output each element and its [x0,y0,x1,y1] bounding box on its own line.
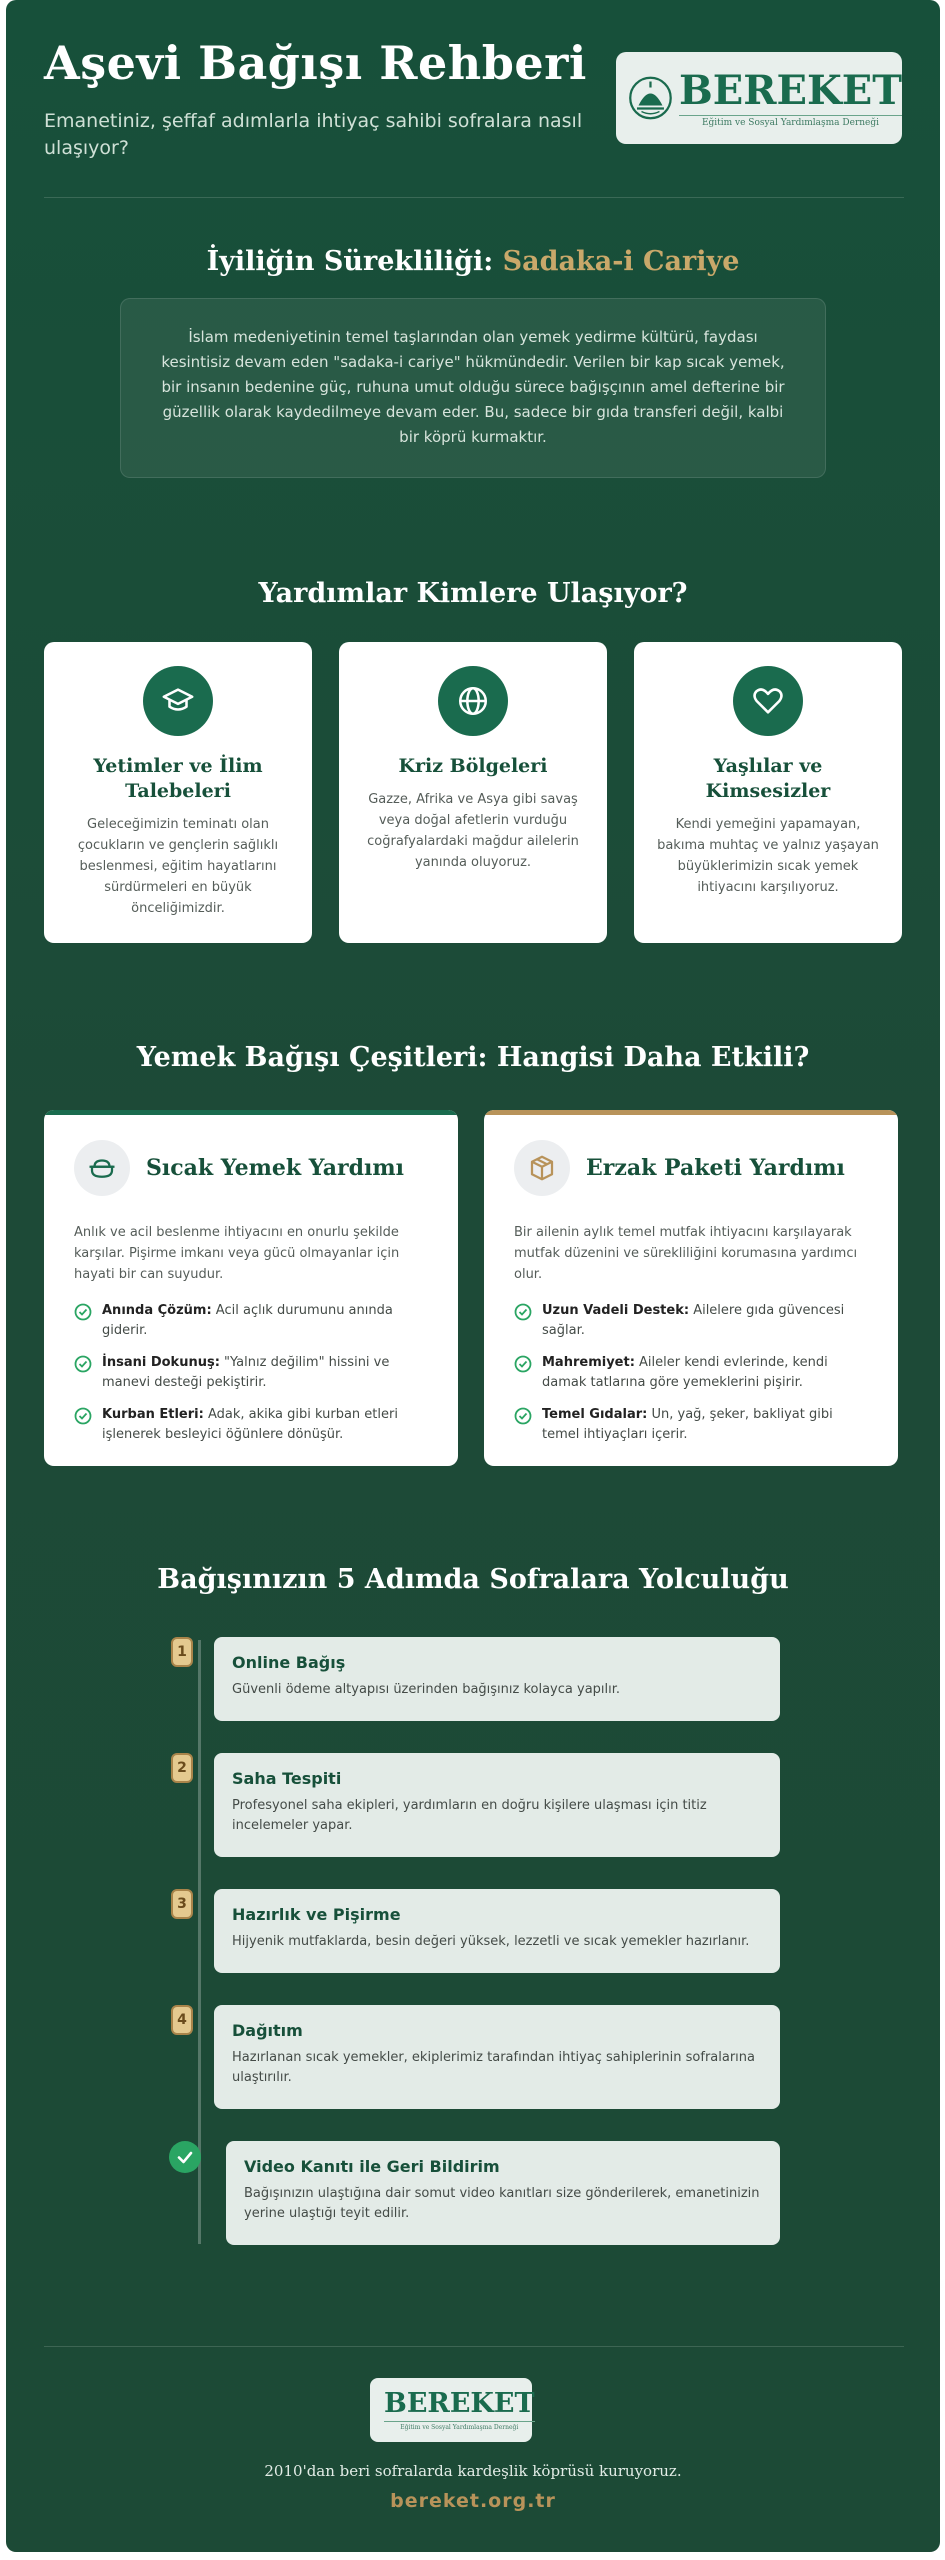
check-circle-icon [74,1303,92,1321]
step-card [214,1637,780,1721]
check-circle-icon [514,1303,532,1321]
sadaka-quote-box [120,298,826,478]
mosque-emblem-icon [628,68,673,128]
steps-section-title: Bağışınızın 5 Adımda Sofralara Yolculuğu [157,1564,789,1595]
point-label: Anında Çözüm: [102,1303,212,1318]
point-label: Temel Gıdalar: [542,1407,648,1422]
list-item [514,1353,868,1393]
page-subtitle: Emanetiniz, şeffaf adımlarla ihtiyaç sahibi sofralara nasıl ulaşıyor? [44,110,583,159]
step-title: Saha Tespiti [232,1769,342,1788]
target-card-crisis [339,642,607,943]
point-text: Un, yağ, şeker, bakliyat gibi temel ihtiyaçları içerir. [542,1407,833,1442]
step-desc: Hijyenik mutfaklarda, besin değeri yüksek, lezzetli ve sıcak yemekler hazırlanır. [232,1934,750,1949]
footer-logo[interactable] [370,2378,535,2442]
divider [44,197,904,198]
point-text: Aileler kendi evlerinde, kendi damak tatlarına göre yemeklerini pişirir. [542,1355,828,1390]
target-title: Kriz Bölgeleri [398,755,548,777]
step-title: Online Bağış [232,1653,346,1672]
step-number-badge: 4 [171,2005,193,2035]
check-done-icon [169,2141,201,2173]
food-pack-points [514,1301,868,1445]
sadaka-text: İslam medeniyetinin temel taşlarından olan yemek yedirme kültürü, faydası kesintisiz devam eden "sadaka-i cariye" hükmündedir. Verilen bir kap sıcak yemek, bir insanın bedenine güç, ruhuna umut olduğu sürece bağışçının amel defterine bir güzellik olarak kaydedilmeye devam eder. Bu, sadece bir gıda transferi değil, kalbi bir köprü kurmaktır. [161,328,785,446]
list-item [74,1301,428,1341]
step-card [214,1753,780,1857]
target-card-orphans [44,642,312,943]
step-desc: Bağışınızın ulaştığına dair somut video kanıtları size gönderilerek, emanetinizin yerine ulaştığı teyit edilir. [244,2186,760,2221]
point-label: Uzun Vadeli Destek: [542,1303,690,1318]
target-desc: Kendi yemeğini yapamayan, bakıma muhtaç ve yalnız yaşayan büyüklerimizin sıcak yemek ihtiyacını karşılıyoruz. [657,817,879,895]
check-circle-icon [74,1355,92,1373]
step-desc: Profesyonel saha ekipleri, yardımların en doğru kişilere ulaşması için titiz incelemeler yapar. [232,1798,707,1833]
footer-text: 2010'dan beri sofralarda kardeşlik köprüsü kuruyoruz. [264,2462,682,2480]
step-number-badge: 1 [171,1637,193,1667]
food-pack-title: Erzak Paketi Yardımı [586,1155,845,1181]
step-title: Video Kanıtı ile Geri Bildirim [244,2157,500,2176]
targets-section-title: Yardımlar Kimlere Ulaşıyor? [258,578,688,609]
box-icon [527,1153,557,1183]
footer-url-link[interactable]: bereket.org.tr [390,2490,556,2512]
hot-meal-desc: Anlık ve acil beslenme ihtiyacını en onurlu şekilde karşılar. Pişirme imkanı veya gücü olmayanlar için hayati bir can suyudur. [74,1225,400,1282]
sadaka-title-prefix: İyiliğin Sürekliliği: [206,246,503,277]
point-label: İnsani Dokunuş: [102,1355,220,1370]
pot-icon [87,1153,117,1183]
point-text: Acil açlık durumunu anında giderir. [102,1303,393,1338]
food-pack-desc: Bir ailenin aylık temel mutfak ihtiyacını karşılayarak mutfak düzenini ve sürekliliğini korumasına yardımcı olur. [514,1225,858,1282]
divider [44,2346,904,2347]
hot-meal-points [74,1301,428,1445]
logo-name: BEREKET [384,2388,535,2419]
header-logo[interactable] [616,52,902,144]
point-text: Ailelere gıda güvencesi sağlar. [542,1303,845,1338]
hot-meal-title: Sıcak Yemek Yardımı [146,1155,404,1181]
logo-tagline: Eğitim ve Sosyal Yardımlaşma Derneği [384,2421,535,2431]
point-text: Adak, akika gibi kurban etleri işlenerek besleyici öğünlere dönüşür. [102,1407,398,1442]
step-desc: Güvenli ödeme altyapısı üzerinden bağışınız kolayca yapılır. [232,1682,621,1697]
list-item [74,1405,428,1445]
step-number-badge: 3 [171,1889,193,1919]
step-desc: Hazırlanan sıcak yemekler, ekiplerimiz tarafından ihtiyaç sahiplerinin sofralarına ulaştırılır. [232,2050,756,2085]
target-title: Yaşlılar ve Kimsesizler [705,755,831,802]
step-title: Hazırlık ve Pişirme [232,1905,401,1924]
logo-name: BEREKET [678,66,902,114]
step-number-badge: 2 [171,1753,193,1783]
food-pack-card [484,1110,898,1466]
step-card [214,1889,780,1973]
list-item [74,1353,428,1393]
check-circle-icon [74,1407,92,1425]
globe-icon [456,684,490,718]
logo-tagline: Eğitim ve Sosyal Yardımlaşma Derneği [679,115,902,128]
hot-meal-card [44,1110,458,1466]
sadaka-section-title [6,246,940,277]
header [44,36,904,196]
step-card [226,2141,780,2245]
target-desc: Geleceğimizin teminatı olan çocukların ve gençlerin sağlıklı beslenmesi, eğitim hayatlarını sürdürmeleri en büyük önceliğimizdir. [77,817,279,916]
check-circle-icon [514,1355,532,1373]
point-label: Mahremiyet: [542,1355,635,1370]
target-desc: Gazze, Afrika ve Asya gibi savaş veya doğal afetlerin vurduğu coğrafyalardaki mağdur ailelerin yanında oluyoruz. [367,792,579,870]
target-card-elderly [634,642,902,943]
page-container [6,0,940,2552]
check-circle-icon [514,1407,532,1425]
step-card [214,2005,780,2109]
graduation-cap-icon [161,684,195,718]
list-item [514,1301,868,1341]
step-title: Dağıtım [232,2021,303,2040]
page-title: Aşevi Bağışı Rehberi [44,36,587,90]
point-label: Kurban Etleri: [102,1407,204,1422]
target-title: Yetimler ve İlim Talebeleri [93,755,263,802]
sadaka-title-accent: Sadaka-i Cariye [502,246,740,277]
types-section-title: Yemek Bağışı Çeşitleri: Hangisi Daha Etkili? [136,1042,810,1073]
heart-icon [751,684,785,718]
point-text: "Yalnız değilim" hissini ve manevi desteği pekiştirir. [102,1355,390,1390]
list-item [514,1405,868,1445]
